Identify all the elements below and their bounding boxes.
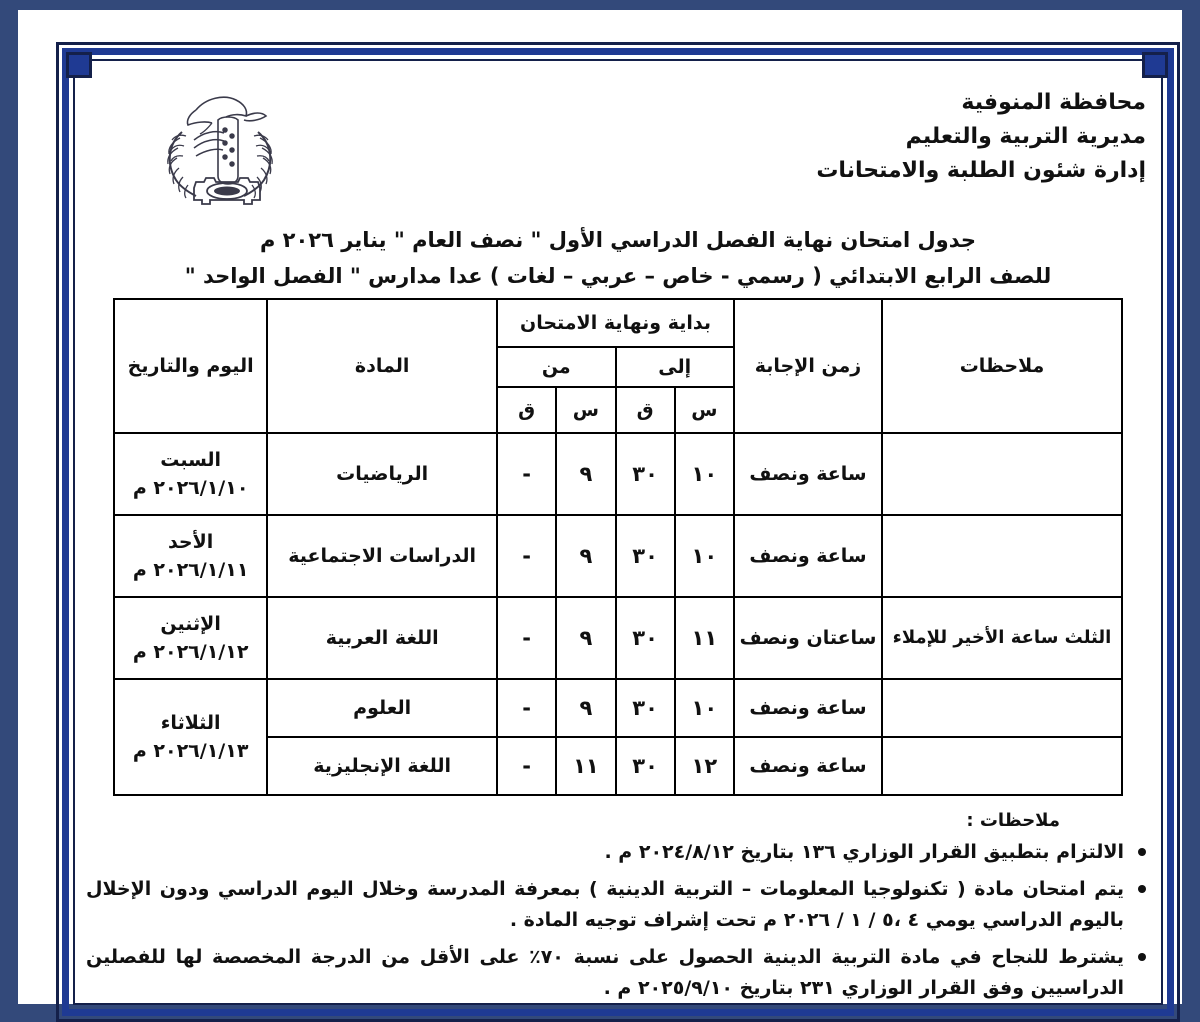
header-from-hour: س [556, 387, 615, 433]
row-note [882, 515, 1122, 597]
directorate-name: مديرية التربية والتعليم [905, 124, 1146, 150]
row-subject: اللغة العربية [267, 597, 497, 679]
row-day-date [114, 679, 267, 795]
row-to-hour: ١٠ [675, 679, 734, 737]
row-to-minute: ٣٠ [616, 515, 675, 597]
row-subject: العلوم [267, 679, 497, 737]
row-from-hour: ١١ [556, 737, 615, 795]
row-date: ٢٠٢٦/١/١٠ م [132, 477, 249, 499]
document-page [18, 10, 1182, 1004]
notes-title: ملاحظات : [966, 810, 1060, 831]
row-from-minute: - [497, 737, 556, 795]
row-from-hour: ٩ [556, 515, 615, 597]
header-duration: زمن الإجابة [734, 299, 882, 433]
row-to-hour: ١٠ [675, 433, 734, 515]
note-text: يتم امتحان مادة ( تكنولوجيا المعلومات – التربية الدينية ) بمعرفة المدرسة وخلال اليوم الدراسي ودون الإخلال باليوم الدراسي يومي ٤ ،٥ / ١ / ٢٠٢٦ م تحت إشراف توجيه المادة . [86, 878, 1124, 931]
row-from-hour: ٩ [556, 597, 615, 679]
exam-title-line-2: للصف الرابع الابتدائي ( رسمي - خاص – عربي – لغات ) عدا مدارس " الفصل الواحد " [184, 264, 1052, 288]
row-subject: الدراسات الاجتماعية [267, 515, 497, 597]
row-from-minute: - [497, 515, 556, 597]
row-date: ٢٠٢٦/١/١٣ م [132, 740, 249, 762]
notes-section [86, 810, 1150, 1003]
row-to-hour: ١٠ [675, 515, 734, 597]
row-day: الإثنين [160, 612, 221, 635]
row-to-minute: ٣٠ [616, 737, 675, 795]
row-duration: ساعة ونصف [734, 679, 882, 737]
governorate-name: محافظة المنوفية [961, 90, 1146, 115]
row-date: ٢٠٢٦/١/١١ م [132, 559, 249, 581]
row-day-date [114, 515, 267, 597]
note-item [86, 874, 1150, 935]
row-from-minute: - [497, 679, 556, 737]
note-item [86, 837, 1150, 867]
row-note [882, 433, 1122, 515]
row-from-hour: ٩ [556, 679, 615, 737]
row-from-minute: - [497, 597, 556, 679]
row-to-minute: ٣٠ [616, 433, 675, 515]
row-note [882, 737, 1122, 795]
row-duration: ساعتان ونصف [734, 597, 882, 679]
row-subject: اللغة الإنجليزية [267, 737, 497, 795]
table-row [114, 433, 1122, 515]
bullet-icon [1138, 953, 1146, 961]
header-to-minute: ق [616, 387, 675, 433]
header-day-date: اليوم والتاريخ [114, 299, 267, 433]
notes-list [86, 837, 1150, 1003]
header-from-minute: ق [497, 387, 556, 433]
row-to-hour: ١١ [675, 597, 734, 679]
exam-schedule-table [113, 298, 1123, 796]
row-day: الأحد [167, 530, 214, 553]
row-duration: ساعة ونصف [734, 433, 882, 515]
row-to-hour: ١٢ [675, 737, 734, 795]
row-day-date [114, 597, 267, 679]
row-day: السبت [160, 448, 222, 471]
bullet-icon [1138, 885, 1146, 893]
row-from-hour: ٩ [556, 433, 615, 515]
header-subject: المادة [267, 299, 497, 433]
note-item [86, 942, 1150, 1003]
header-time-from: من [497, 347, 615, 387]
egypt-education-emblem-icon [150, 80, 290, 210]
row-to-minute: ٣٠ [616, 597, 675, 679]
note-text: يشترط للنجاح في مادة التربية الدينية الحصول على نسبة ٧٠٪ على الأقل من الدرجة المخصصة لها للفصلين الدراسيين وفق القرار الوزاري ٢٣١ بتاريخ ٢٠٢٥/٩/١٠ م . [86, 946, 1125, 999]
organization-heading [816, 86, 1146, 188]
title-block [80, 228, 1156, 288]
row-date: ٢٠٢٦/١/١٢ م [132, 641, 249, 663]
header-notes: ملاحظات [882, 299, 1122, 433]
bullet-icon [1138, 848, 1146, 856]
row-note [882, 679, 1122, 737]
row-to-minute: ٣٠ [616, 679, 675, 737]
header-time-to: إلى [616, 347, 734, 387]
row-from-minute: - [497, 433, 556, 515]
row-duration: ساعة ونصف [734, 737, 882, 795]
table-row [114, 597, 1122, 679]
department-name: إدارة شئون الطلبة والامتحانات [816, 158, 1146, 184]
note-text: الالتزام بتطبيق القرار الوزاري ١٣٦ بتاريخ ٢٠٢٤/٨/١٢ م . [604, 841, 1124, 863]
row-duration: ساعة ونصف [734, 515, 882, 597]
row-note: الثلث ساعة الأخير للإملاء [882, 597, 1122, 679]
exam-title-line-1: جدول امتحان نهاية الفصل الدراسي الأول " نصف العام " يناير ٢٠٢٦ م [259, 228, 977, 252]
table-row [114, 679, 1122, 737]
header-time-group: بداية ونهاية الامتحان [497, 299, 734, 347]
row-subject: الرياضيات [267, 433, 497, 515]
header-to-hour: س [675, 387, 734, 433]
document-header [80, 66, 1156, 226]
table-row [114, 515, 1122, 597]
row-day: الثلاثاء [160, 711, 221, 734]
document-content [80, 66, 1156, 998]
row-day-date [114, 433, 267, 515]
